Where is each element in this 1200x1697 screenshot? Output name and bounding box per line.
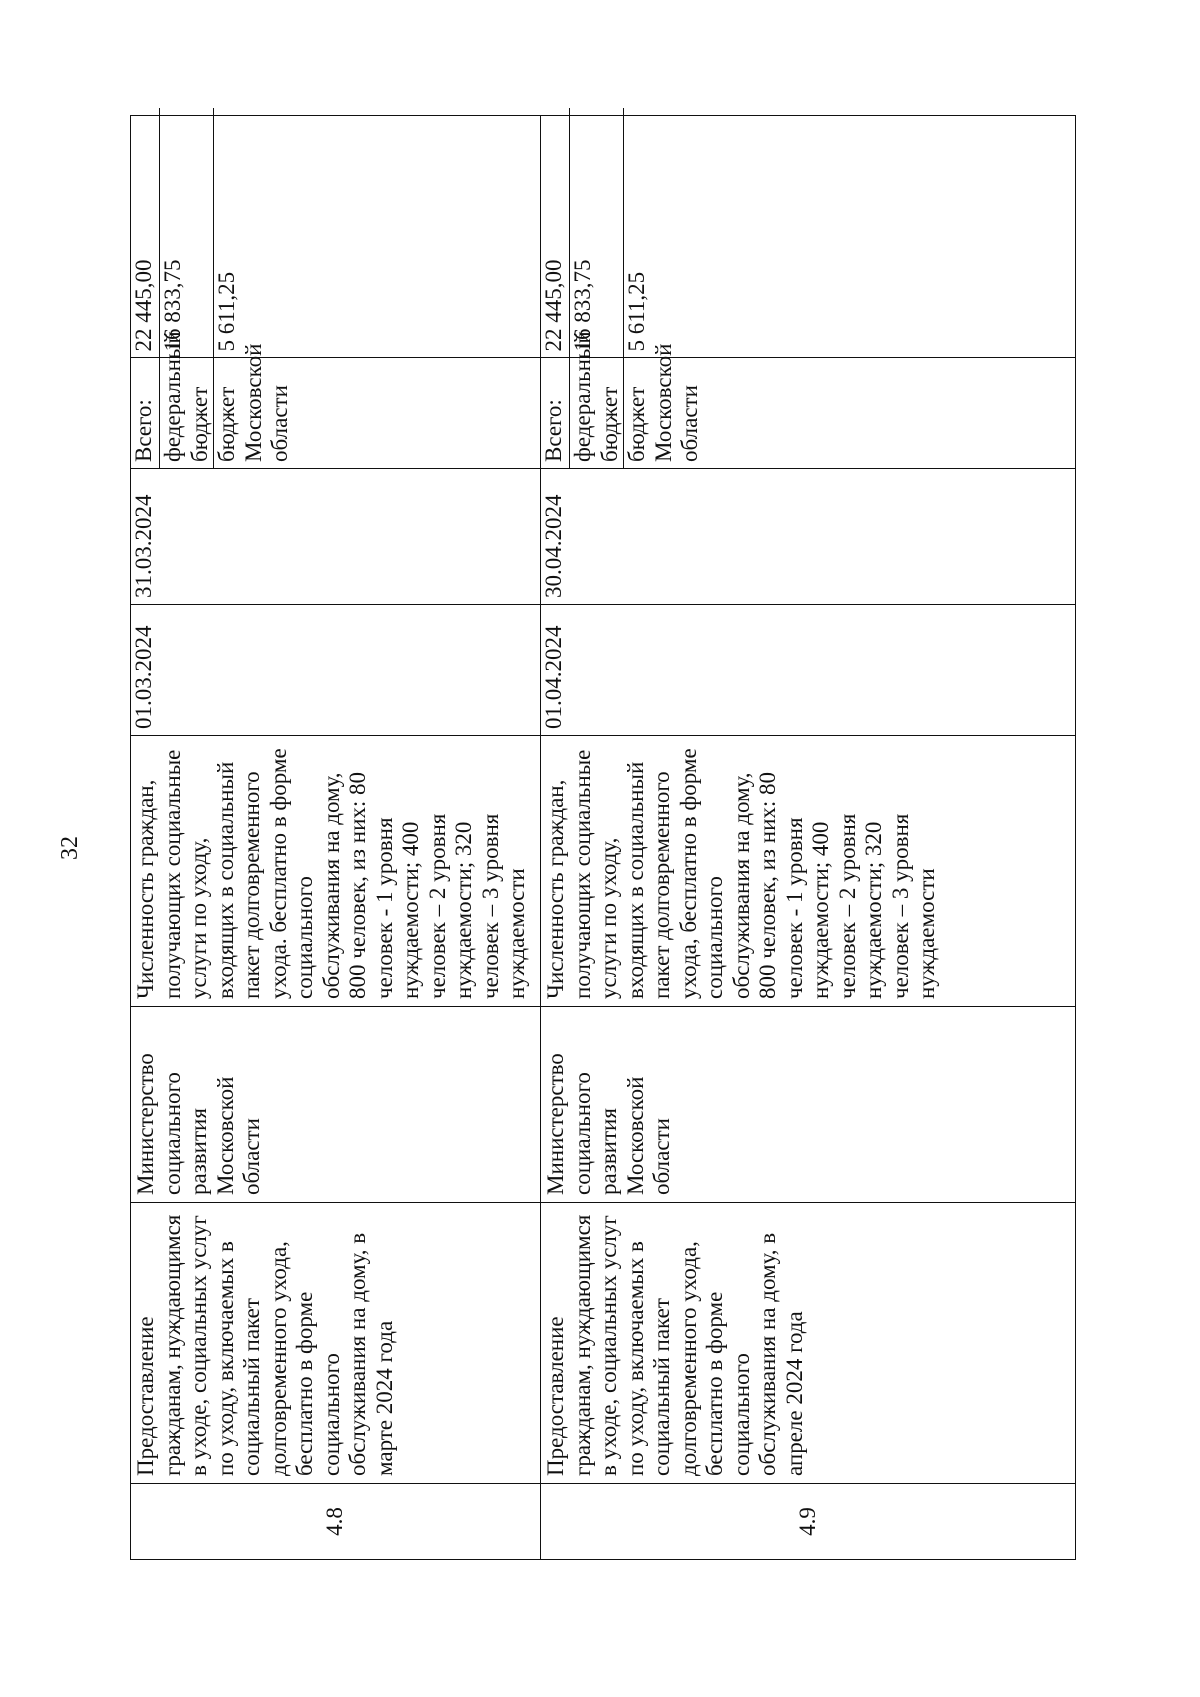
- row-number: 4.9: [541, 1484, 1076, 1560]
- responsible-executor: Министерство социального развития Московской области: [133, 1053, 264, 1195]
- financing-row: [131, 108, 160, 468]
- page-number: 32: [57, 836, 83, 860]
- funding-amount: 16 833,75: [160, 108, 214, 358]
- financing-row: [160, 108, 214, 468]
- financing-table: [131, 108, 540, 468]
- financing-row: [570, 108, 624, 468]
- funding-source: федеральный бюджет: [160, 358, 214, 468]
- financing-row: [541, 108, 570, 468]
- start-date: 01.03.2024: [131, 625, 156, 729]
- funding-amount: 22 445,00: [541, 108, 570, 358]
- start-date: 01.04.2024: [541, 625, 566, 729]
- end-date: 31.03.2024: [131, 494, 156, 598]
- table-row: [131, 116, 541, 1560]
- funding-source: бюджет Московской области: [214, 343, 292, 462]
- financing-row: [214, 108, 541, 468]
- activity-name: Предоставление гражданам, нуждающимся в уходе, социальных услуг по уходу, включаемых в социальный пакет долговременного ухода, бесплатно в форме социального обслуживания на дому, в апреле 2024 года: [543, 1214, 807, 1476]
- table-row: [541, 116, 1076, 1560]
- result-indicator: Численность граждан, получающих социальные услуги по уходу, входящих в социальный пакет долговременного ухода, бесплатно в форме социального обслуживания на дому, 800 человек, из них: 80 человек - 1 уровня нуждаемости; 400 человек – 2 уровня нуждаемости; 320 человек – 3 уровня нуждаемости: [543, 748, 939, 999]
- funding-source: Всего:: [541, 358, 570, 468]
- financing-row: [624, 108, 1076, 468]
- row-number: 4.8: [131, 1484, 541, 1560]
- activity-name: Предоставление гражданам, нуждающимся в уходе, социальных услуг по уходу, включаемых в социальный пакет долговременного ухода, бесплатно в форме социального обслуживания на дому, в марте 2024 года: [133, 1214, 397, 1476]
- funding-amount: 5 611,25: [214, 108, 541, 358]
- funding-source: Всего:: [131, 358, 160, 468]
- funding-source: федеральный бюджет: [570, 358, 624, 468]
- financing-table: [541, 108, 1075, 468]
- end-date: 30.04.2024: [541, 494, 566, 598]
- activities-table: [130, 115, 1076, 1560]
- document-table-frame: [130, 115, 1075, 1560]
- funding-source: бюджет Московской области: [624, 343, 702, 462]
- funding-amount: 5 611,25: [624, 108, 1076, 358]
- funding-amount: 22 445,00: [131, 108, 160, 358]
- funding-amount: 16 833,75: [570, 108, 624, 358]
- responsible-executor: Министерство социального развития Московской области: [543, 1053, 674, 1195]
- result-indicator: Численность граждан, получающих социальные услуги по уходу, входящих в социальный пакет долговременного ухода. бесплатно в форме социального обслуживания на дому, 800 человек, из них: 80 человек - 1 уровня нуждаемости; 400 человек – 2 уровня нуждаемости; 320 человек – 3 уровня нуждаемости: [133, 748, 529, 999]
